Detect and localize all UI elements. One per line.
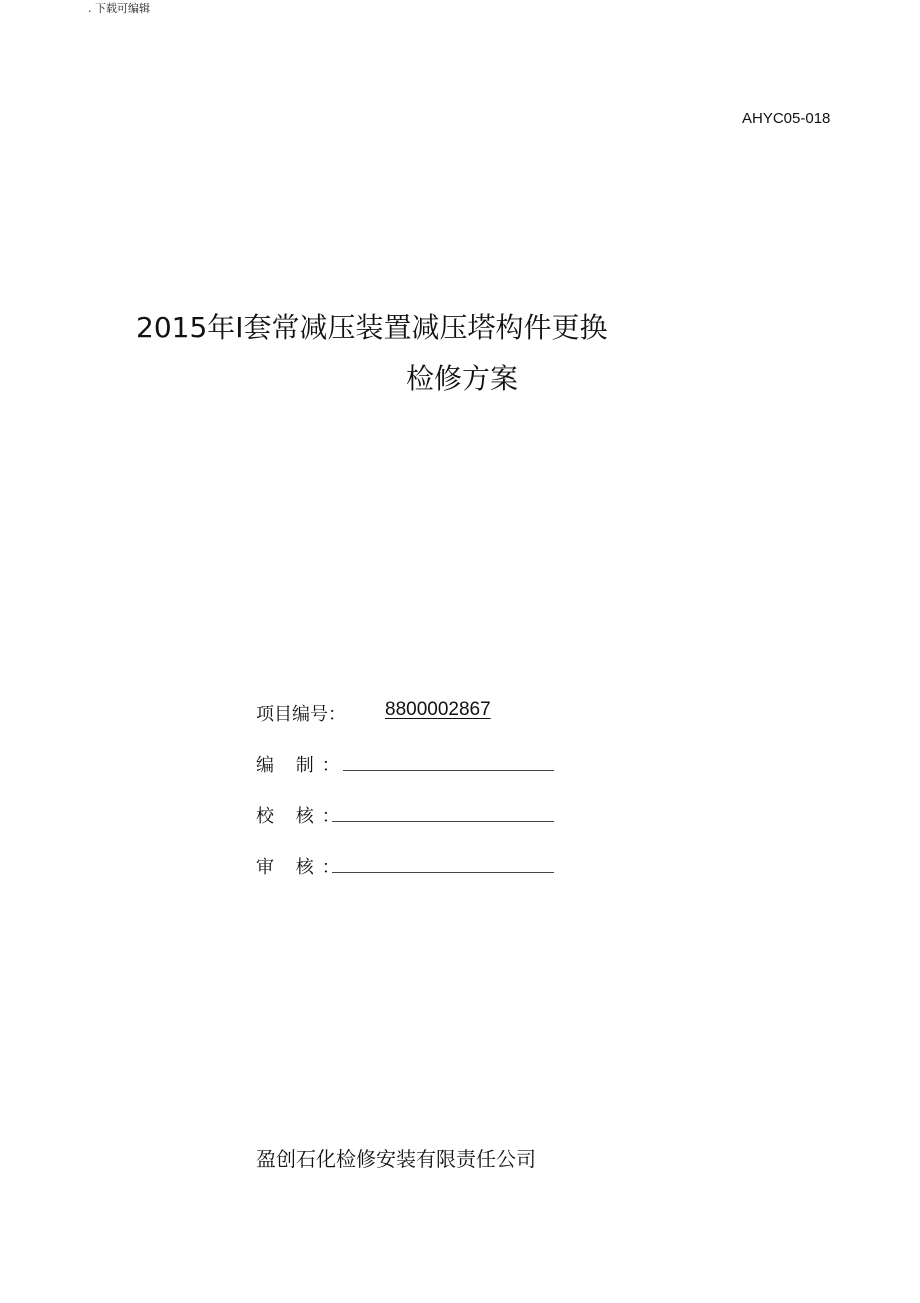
checked-by-label: 校 核： (256, 806, 348, 827)
document-title-line-2: 检修方案 (406, 362, 519, 395)
checked-by-line (332, 821, 554, 822)
reviewed-by-line (332, 872, 554, 873)
project-number-value: 8800002867 (385, 699, 491, 720)
reviewed-by-label: 审 核： (256, 857, 348, 878)
document-code: AHYC05-018 (742, 110, 831, 127)
prepared-by-label: 编 制： (256, 755, 348, 776)
document-title-line-1: 2015年I套常减压装置减压塔构件更换 (136, 311, 608, 344)
prepared-by-line (343, 770, 554, 771)
project-number-label: 项目编号： (256, 704, 346, 725)
company-name: 盈创石化检修安装有限责任公司 (256, 1147, 536, 1171)
header-note: . 下载可编辑 (88, 2, 150, 15)
